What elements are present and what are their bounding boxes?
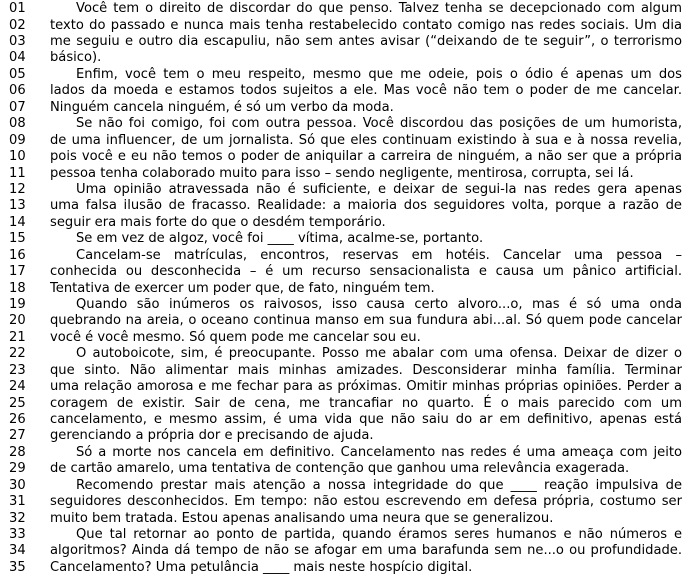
- line-text: algoritmos? Ainda dá tempo de não se afogar em uma barafunda sem ne...o ou profundidade.: [50, 543, 682, 558]
- line-text: Se não foi comigo, foi com outra pessoa. Você discordou das posições de um humorista,: [76, 116, 682, 131]
- line-text: Quando são inúmeros os raivosos, isso causa certo alvoro...o, mas é só uma onda: [76, 297, 682, 312]
- text-line: [0, 428, 693, 444]
- line-text: lados da moeda e estamos todos sujeitos a ele. Mas você não tem o poder de me cancelar.: [50, 83, 682, 98]
- line-text: Que tal retornar ao ponto de partida, quando éramos seres humanos e não números e: [76, 527, 682, 542]
- line-text: de uma influencer, de um jornalista. Só que eles continuam existindo à sua e à nossa revelia,: [50, 133, 682, 148]
- line-number: 17: [9, 264, 26, 279]
- text-line: [0, 511, 693, 527]
- text-line: [0, 494, 693, 510]
- line-text: me seguiu e outro dia escapuliu, não sem antes avisar (“deixando de te seguir”, o terrorismo: [50, 34, 682, 49]
- text-line: [0, 248, 693, 264]
- line-text: de cartão amarelo, uma tentativa de contenção que ganhou uma relevância exagerada.: [50, 461, 630, 476]
- text-line: [0, 543, 693, 559]
- line-text: texto do passado e nunca mais tenha restabelecido contato comigo nas redes sociais. Um dia: [50, 18, 682, 33]
- line-number: 05: [9, 67, 26, 82]
- text-line: [0, 182, 693, 198]
- text-line: [0, 396, 693, 412]
- line-text: cancelamento, e mesmo assim, é uma vida que não saiu do ar em definitivo, apenas está: [50, 412, 682, 427]
- text-line: [0, 231, 693, 247]
- line-text: Só a morte nos cancela em definitivo. Cancelamento nas redes é uma ameaça com jeito: [76, 445, 682, 460]
- line-text: Você tem o direito de discordar do que penso. Talvez tenha se decepcionado com algum: [76, 1, 682, 16]
- line-text: Ninguém cancela ninguém, é só um verbo da moda.: [50, 100, 394, 115]
- line-number: 25: [9, 396, 26, 411]
- text-line: [0, 18, 693, 34]
- line-number: 16: [9, 248, 26, 263]
- text-line: [0, 1, 693, 17]
- text-line: [0, 379, 693, 395]
- text-line: [0, 281, 693, 297]
- line-number: 30: [9, 478, 26, 493]
- text-line: [0, 50, 693, 66]
- text-line: [0, 412, 693, 428]
- line-number: 29: [9, 461, 26, 476]
- text-line: [0, 445, 693, 461]
- text-line: [0, 133, 693, 149]
- line-text: pessoa tenha colaborado muito para isso – sendo negligente, mentirosa, corrupta, sei lá.: [50, 166, 634, 181]
- line-text: Recomendo prestar mais atenção a nossa integridade do que ____ reação impulsiva de: [76, 478, 682, 493]
- text-line: [0, 215, 693, 231]
- line-text: Cancelamento? Uma petulância ____ mais neste hospício digital.: [50, 560, 473, 575]
- line-text: Tentativa de exercer um poder que, de fato, ninguém tem.: [50, 281, 435, 296]
- line-text: que sinto. Não alimentar mais minhas amizades. Desconsiderar minha família. Terminar: [50, 363, 682, 378]
- line-number: 27: [9, 428, 26, 443]
- line-number: 12: [9, 182, 26, 197]
- line-text: Cancelam-se matrículas, encontros, reservas em hotéis. Cancelar uma pessoa –: [76, 248, 682, 263]
- line-number: 24: [9, 379, 26, 394]
- line-number: 13: [9, 198, 26, 213]
- line-number: 28: [9, 445, 26, 460]
- line-number: 06: [9, 83, 26, 98]
- line-text: você é você mesmo. Só quem pode me cancelar sou eu.: [50, 330, 421, 345]
- text-line: [0, 527, 693, 543]
- line-number: 07: [9, 100, 26, 115]
- line-text: Se em vez de algoz, você foi ____ vítima, acalme-se, portanto.: [76, 231, 484, 246]
- line-number: 19: [9, 297, 26, 312]
- text-line: [0, 461, 693, 477]
- line-number: 03: [9, 34, 26, 49]
- text-line: [0, 166, 693, 182]
- line-text: conhecida ou desconhecida – é um recurso sensacionalista e causa um pânico artificial.: [50, 264, 682, 279]
- line-number: 10: [9, 149, 26, 164]
- line-number: 15: [9, 231, 26, 246]
- line-number: 35: [9, 560, 26, 575]
- text-line: [0, 313, 693, 329]
- line-number: 20: [9, 313, 26, 328]
- text-line: [0, 330, 693, 346]
- line-text: básico).: [50, 50, 102, 65]
- text-line: [0, 560, 693, 576]
- line-text: Enfim, você tem o meu respeito, mesmo que me odeie, pois o ódio é apenas um dos: [76, 67, 682, 82]
- text-line: [0, 363, 693, 379]
- text-line: [0, 34, 693, 50]
- line-text: uma falsa ilusão de fracasso. Realidade: a maioria dos seguidores volta, porque a razão de: [50, 198, 682, 213]
- text-line: [0, 478, 693, 494]
- line-number: 14: [9, 215, 26, 230]
- line-text: O autoboicote, sim, é preocupante. Posso me abalar com uma ofensa. Deixar de dizer o: [76, 346, 682, 361]
- line-text: coragem de existir. Sair de cena, me trancafiar no quarto. É o mais parecido com um: [50, 396, 682, 411]
- line-number: 04: [9, 50, 26, 65]
- line-text: quebrando na areia, o oceano continua manso em sua fundura abi...al. Só quem pode cancelar: [50, 313, 682, 328]
- line-number: 22: [9, 346, 26, 361]
- line-number: 08: [9, 116, 26, 131]
- line-number: 32: [9, 511, 26, 526]
- line-number: 31: [9, 494, 26, 509]
- line-number: 09: [9, 133, 26, 148]
- line-text: pois você e eu não temos o poder de aniquilar a carreira de ninguém, a não ser que a própria: [50, 149, 682, 164]
- line-number: 33: [9, 527, 26, 542]
- line-number: 26: [9, 412, 26, 427]
- text-line: [0, 264, 693, 280]
- line-text: Uma opinião atravessada não é suficiente, e deixar de segui-la nas redes gera apenas: [76, 182, 682, 197]
- line-number: 01: [9, 1, 26, 16]
- line-number: 21: [9, 330, 26, 345]
- text-line: [0, 100, 693, 116]
- line-number: 23: [9, 363, 26, 378]
- line-text: uma relação amorosa e me fechar para as próximas. Omitir minhas próprias opiniões. Perder a: [50, 379, 682, 394]
- text-line: [0, 297, 693, 313]
- text-line: [0, 116, 693, 132]
- text-line: [0, 149, 693, 165]
- text-line: [0, 67, 693, 83]
- text-line: [0, 346, 693, 362]
- text-line: [0, 198, 693, 214]
- line-number: 34: [9, 543, 26, 558]
- text-line: [0, 83, 693, 99]
- line-number: 18: [9, 281, 26, 296]
- line-number: 02: [9, 18, 26, 33]
- line-text: seguir era mais forte do que o desdém temporário.: [50, 215, 386, 230]
- line-number: 11: [9, 166, 26, 181]
- line-text: gerenciando a própria dor e precisando de ajuda.: [50, 428, 374, 443]
- line-text: muito bem tratada. Estou apenas analisando uma neura que se generalizou.: [50, 511, 554, 526]
- line-text: seguidores desconhecidos. Em tempo: não estou escrevendo em defesa própria, costumo ser: [50, 494, 682, 509]
